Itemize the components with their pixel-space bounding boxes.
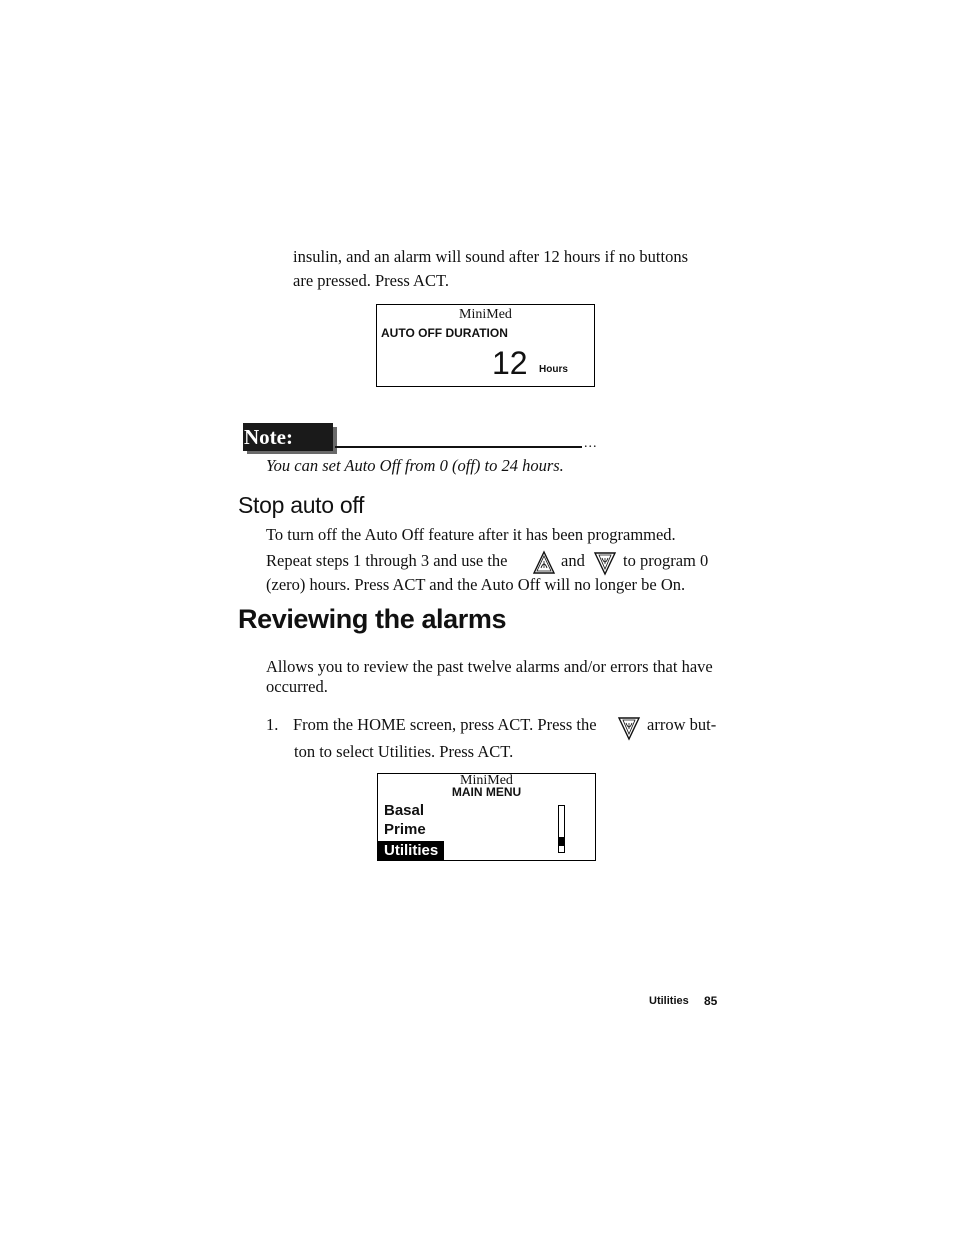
screen-unit: Hours xyxy=(539,364,568,375)
scrollbar-track xyxy=(558,805,565,853)
note-dots: ... xyxy=(584,436,598,451)
note-rule xyxy=(335,446,582,448)
intro-line-2: are pressed. Press ACT. xyxy=(293,271,449,290)
footer-page-number: 85 xyxy=(704,994,718,1008)
screen-brand: MiniMed xyxy=(460,773,513,788)
step-line-1b: arrow but- xyxy=(647,715,717,734)
pump-screen-auto-off xyxy=(376,304,595,387)
screen-title: AUTO OFF DURATION xyxy=(381,326,508,340)
heading-reviewing-alarms: Reviewing the alarms xyxy=(238,604,507,634)
note-label: Note: xyxy=(244,425,293,449)
stop-line-1: To turn off the Auto Off feature after it has been programmed. xyxy=(266,525,676,544)
stop-line-2b: and xyxy=(561,551,585,570)
review-para-line-1: Allows you to review the past twelve alarms and/or errors that have xyxy=(266,657,713,676)
screen-title: MAIN MENU xyxy=(451,785,522,799)
stop-line-2c: to program 0 xyxy=(623,551,709,570)
screen-brand: MiniMed xyxy=(459,307,512,322)
pump-screen-main-menu xyxy=(377,773,596,861)
step-number: 1. xyxy=(266,715,279,734)
footer-section: Utilities xyxy=(649,995,689,1007)
stop-line-3: (zero) hours. Press ACT and the Auto Off will no longer be On. xyxy=(266,575,686,594)
screen-value: 12 xyxy=(492,345,528,381)
step-line-1a: From the HOME screen, press ACT. Press the xyxy=(293,715,597,734)
scrollbar-thumb xyxy=(559,837,564,846)
down-arrow-button-icon xyxy=(617,715,641,741)
heading-stop-auto-off: Stop auto off xyxy=(238,492,365,518)
intro-line-1: insulin, and an alarm will sound after 12 hours if no buttons xyxy=(293,247,689,266)
menu-item-prime: Prime xyxy=(384,821,426,838)
menu-item-basal: Basal xyxy=(384,802,425,819)
stop-line-2a: Repeat steps 1 through 3 and use the xyxy=(266,551,508,570)
step-line-2: ton to select Utilities. Press ACT. xyxy=(294,742,514,761)
review-para-line-2: occurred. xyxy=(266,677,328,696)
menu-item-utilities-selected: Utilities xyxy=(378,841,444,860)
note-text: You can set Auto Off from 0 (off) to 24 hours. xyxy=(266,456,564,475)
